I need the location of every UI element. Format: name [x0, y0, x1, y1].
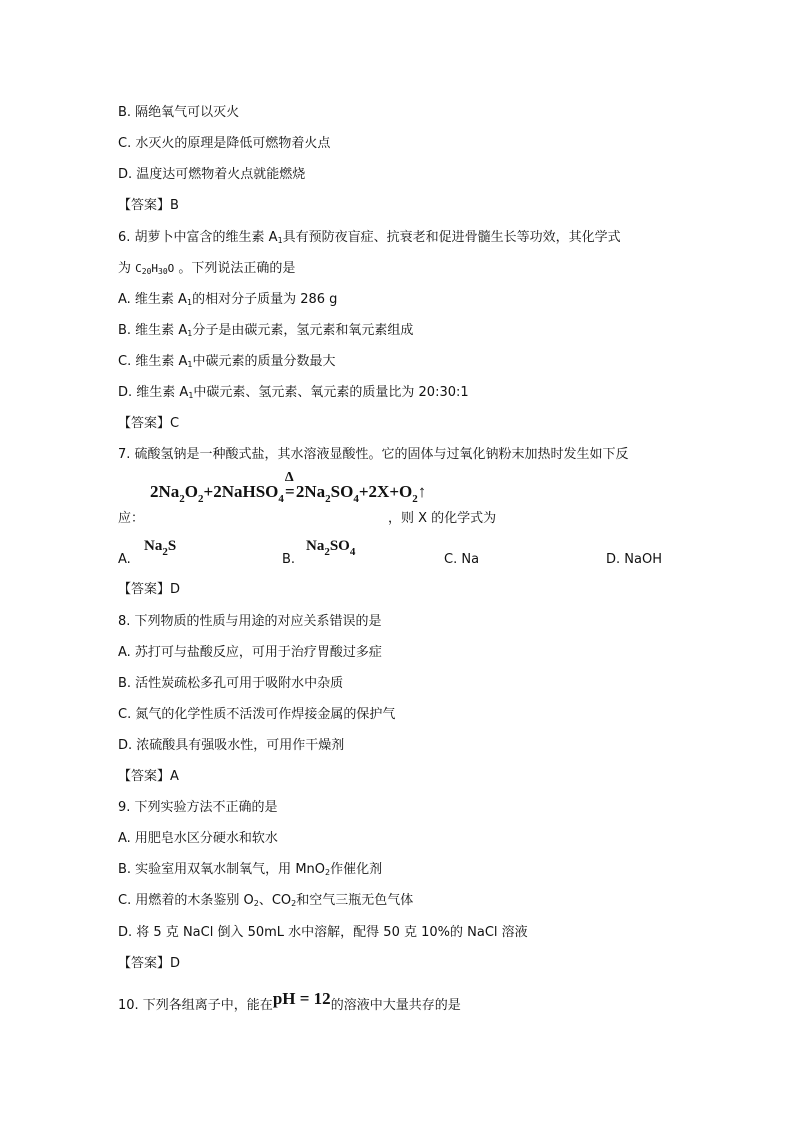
- q7-answer: 【答案】D: [118, 582, 181, 597]
- q8-option-c: C. 氮气的化学性质不活泼可作焊接金属的保护气: [118, 707, 396, 722]
- q7-option-a: $Na_2S$: [144, 538, 177, 558]
- q7-option-a-label: A.: [118, 552, 131, 567]
- q8-option-b: B. 活性炭疏松多孔可用于吸附水中杂质: [118, 676, 344, 691]
- q7-option-c: C. Na: [444, 552, 480, 567]
- math-ph: pH = 12: [272, 989, 331, 1008]
- text: 具有预防夜盲症、抗衰老和促进骨髓生长等功效，其化学式: [282, 230, 621, 245]
- q8-stem: 8. 下列物质的性质与用途的对应关系错误的是: [118, 614, 382, 629]
- q9-option-d: D. 将 5 克 NaCl 倒入 50mL 水中溶解，配得 50 克 10%的 NaCl 溶液: [118, 925, 528, 940]
- text: 6. 胡萝卜中富含的维生素 A: [118, 230, 278, 245]
- q7-stem-3: ，则 X 的化学式为: [388, 511, 497, 526]
- q7-stem: 7. 硫酸氢钠是一种酸式盐，其水溶液显酸性。它的固体与过氧化钠粉末加热时发生如下反: [118, 447, 629, 462]
- q6-option-d: D. 维生素 $A_1$中碳元素、氢元素、氧元素的质量比为 20:30:1: [118, 385, 469, 400]
- q6-option-a: A. 维生素 $A_1$的相对分子质量为 286 g: [118, 292, 338, 307]
- q6-option-c: C. 维生素 $A_1$中碳元素的质量分数最大: [118, 354, 336, 369]
- q9-stem: 9. 下列实验方法不正确的是: [118, 800, 278, 815]
- q9-option-a: A. 用肥皂水区分硬水和软水: [118, 831, 278, 846]
- q5-answer: 【答案】B: [118, 198, 179, 213]
- text: 。下列说法正确的是: [174, 261, 296, 276]
- q6-answer: 【答案】C: [118, 416, 180, 431]
- subscript: 1: [277, 236, 283, 245]
- q9-option-c: C. 用燃着的木条鉴别 $O_2$、$CO_2$和空气三瓶无色气体: [118, 893, 414, 908]
- q7-option-b: $Na_2SO_4$: [306, 538, 356, 558]
- q9-answer: 【答案】D: [118, 956, 181, 971]
- q5-option-d: D. 温度达可燃物着火点就能燃烧: [118, 167, 306, 182]
- q6-stem-2: [118, 261, 295, 280]
- q7-option-b-label: B.: [282, 552, 296, 567]
- q8-option-a: A. 苏打可与盐酸反应，可用于治疗胃酸过多症: [118, 645, 382, 660]
- q5-option-b: B. 隔绝氧气可以灭火: [118, 105, 240, 120]
- text: 为: [118, 261, 136, 276]
- q7-option-d: D. NaOH: [606, 552, 662, 567]
- q7-equation: $2Na_2O_2+2NaHSO_4$ Δ $=2Na_2SO_4+2X+O_2↑$: [150, 470, 427, 505]
- q6-stem: [118, 230, 621, 249]
- q8-option-d: D. 浓硫酸具有强吸水性，可用作干燥剂: [118, 738, 345, 753]
- q5-option-c: C. 水灭火的原理是降低可燃物着火点: [118, 136, 331, 151]
- q7-stem-2: 应：: [118, 511, 145, 526]
- q6-option-b: B. 维生素 $A_1$分子是由碳元素，氢元素和氧元素组成: [118, 323, 414, 338]
- q9-option-b: B. 实验室用双氧水制氧气，用 MnO$_2$作催化剂: [118, 862, 383, 877]
- q8-answer: 【答案】A: [118, 769, 179, 784]
- formula: $C_{20}H_{30}O$: [135, 262, 175, 276]
- q10-stem: 10. 下列各组离子中，能在pH = 12的溶液中大量共存的是: [118, 989, 461, 1013]
